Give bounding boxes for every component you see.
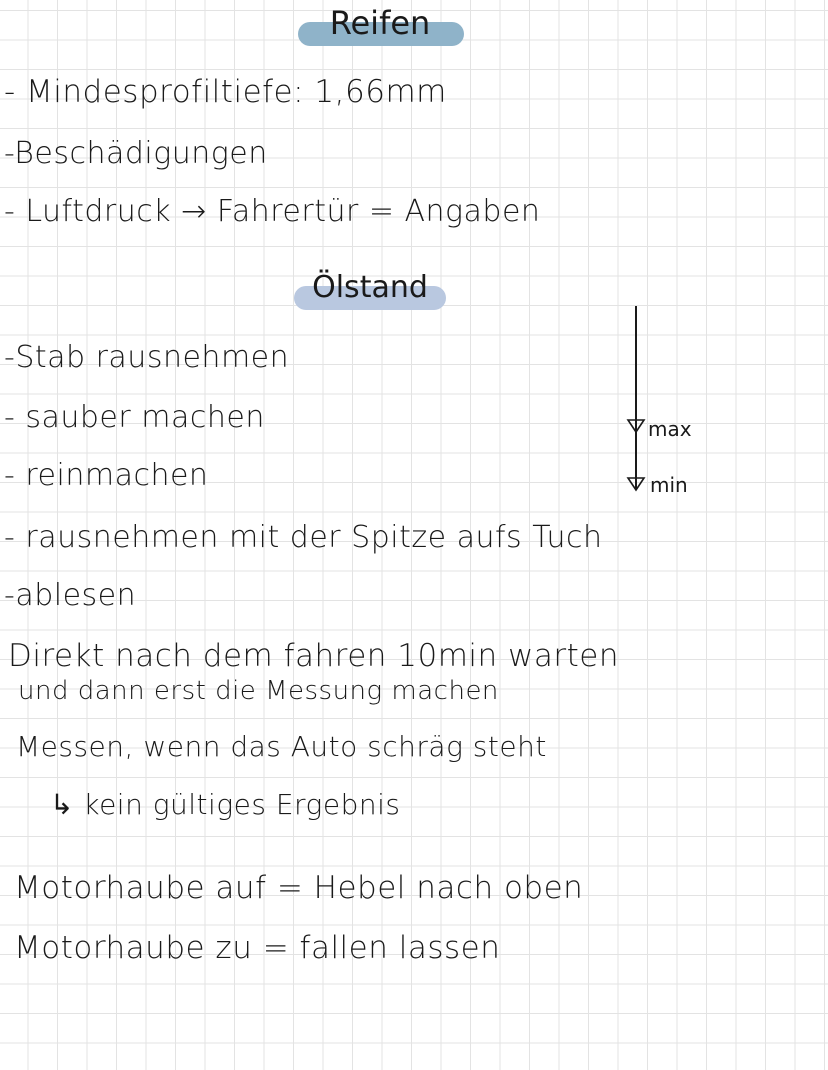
note-ergebnis: ↳ kein gültiges Ergebnis	[50, 788, 401, 821]
note-direkt: Direkt nach dem fahren 10min warten	[8, 638, 619, 674]
oelstand-item-sauber: - sauber machen	[4, 400, 265, 435]
oelstand-item-ablesen: -ablesen	[4, 578, 137, 613]
note-motorhaube-auf: Motorhaube auf = Hebel nach oben	[14, 870, 584, 906]
min-label: min	[650, 473, 688, 497]
note-schraeg: Messen, wenn das Auto schräg steht	[16, 730, 547, 763]
reifen-item-profiltiefe: - Mindesprofiltiefe: 1,66mm	[4, 74, 447, 110]
dipstick-diagram	[610, 300, 730, 510]
reifen-item-beschaedigungen: -Beschädigungen	[4, 136, 268, 171]
oelstand-item-stab: -Stab rausnehmen	[4, 340, 290, 375]
oelstand-heading: Ölstand	[312, 270, 428, 305]
oelstand-item-rausnehmen: - rausnehmen mit der Spitze aufs Tuch	[4, 520, 603, 555]
oelstand-item-reinmachen: - reinmachen	[4, 458, 209, 493]
note-messung: und dann erst die Messung machen	[18, 676, 499, 706]
reifen-heading: Reifen	[329, 4, 431, 42]
reifen-item-luftdruck: - Luftdruck → Fahrertür = Angaben	[4, 194, 541, 229]
note-motorhaube-zu: Motorhaube zu = fallen lassen	[14, 930, 501, 966]
max-label: max	[648, 417, 692, 441]
